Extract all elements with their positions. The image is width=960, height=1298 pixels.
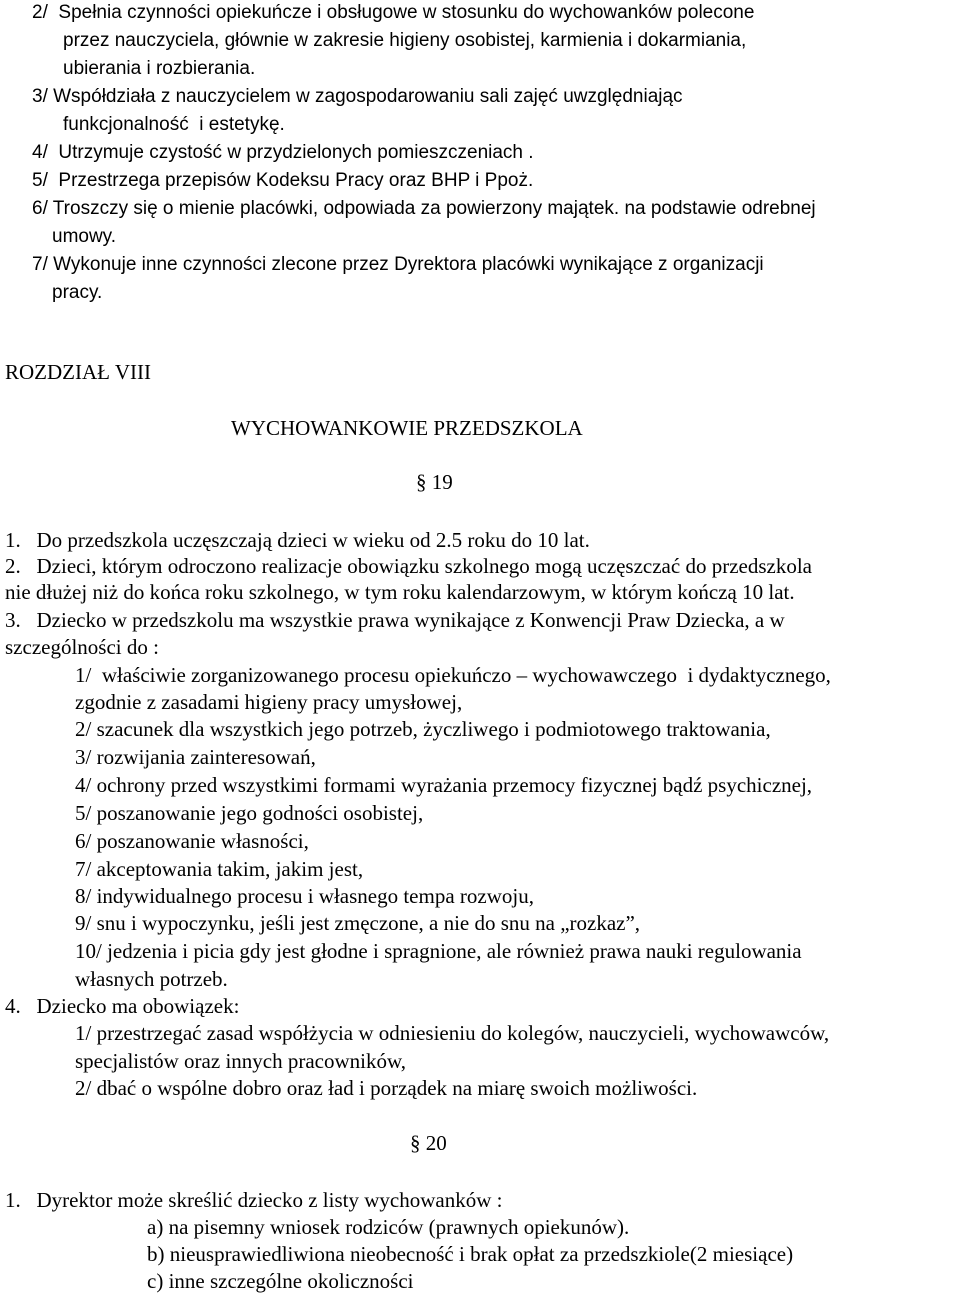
section-line: własnych potrzeb. (75, 967, 228, 991)
section-line: 3. Dziecko w przedszkolu ma wszystkie prawa wynikające z Konwencji Praw Dziecka, a w (5, 608, 785, 632)
section-line: 1. Dyrektor może skreślić dziecko z listy wychowanków : (5, 1188, 503, 1212)
section-line: 1. Do przedszkola uczęszczają dzieci w wieku od 2.5 roku do 10 lat. (5, 528, 590, 552)
intro-line: 6/ Troszczy się o mienie placówki, odpowiada za powierzony majątek. na podstawie odrebnej (32, 198, 816, 219)
section-line: b) nieusprawiedliwiona nieobecność i brak opłat za przedszkiole(2 miesiące) (147, 1242, 794, 1266)
section-line: c) inne szczególne okoliczności (147, 1269, 414, 1293)
section-line: 2. Dzieci, którym odroczono realizacje obowiązku szkolnego mogą uczęszczać do przedszkola (5, 554, 812, 578)
section-line: specjalistów oraz innych pracowników, (75, 1049, 407, 1073)
intro-line: 2/ Spełnia czynności opiekuńcze i obsługowe w stosunku do wychowanków polecone (32, 2, 755, 23)
section-line: 8/ indywidualnego procesu i własnego tempa rozwoju, (75, 884, 534, 908)
section-line: 4. Dziecko ma obowiązek: (5, 994, 240, 1018)
intro-line: funkcjonalność i estetykę. (63, 114, 285, 135)
section-line: nie dłużej niż do końca roku szkolnego, w tym roku kalendarzowym, w którym kończą 10 lat. (5, 580, 795, 604)
section-line: szczególności do : (5, 635, 159, 659)
section-line: 7/ akceptowania takim, jakim jest, (75, 857, 364, 881)
chapter-title: WYCHOWANKOWIE PRZEDSZKOLA (231, 416, 583, 440)
intro-line: ubierania i rozbierania. (63, 58, 256, 79)
section-heading: § 20 (410, 1131, 447, 1155)
section-line: 2/ dbać o wspólne dobro oraz ład i porządek na miarę swoich możliwości. (75, 1076, 698, 1100)
intro-line: przez nauczyciela, głównie w zakresie higieny osobistej, karmienia i dokarmiania, (63, 30, 747, 51)
intro-line: 4/ Utrzymuje czystość w przydzielonych pomieszczeniach . (32, 142, 534, 163)
chapter-number: ROZDZIAŁ VIII (5, 360, 151, 384)
section-line: 3/ rozwijania zainteresowań, (75, 745, 316, 769)
section-line: 1/ przestrzegać zasad współżycia w odniesieniu do kolegów, nauczycieli, wychowawców, (75, 1021, 830, 1045)
intro-line: umowy. (52, 226, 117, 247)
section-heading: § 19 (416, 470, 453, 494)
section-line: 4/ ochrony przed wszystkimi formami wyrażania przemocy fizycznej bądź psychicznej, (75, 773, 813, 797)
section-line: 1/ właściwie zorganizowanego procesu opiekuńczo – wychowawczego i dydaktycznego, (75, 663, 831, 687)
intro-line: 3/ Współdziała z nauczycielem w zagospodarowaniu sali zajęć uwzględniając (32, 86, 683, 107)
section-line: 10/ jedzenia i picia gdy jest głodne i spragnione, ale również prawa nauki regulowania (75, 939, 802, 963)
intro-line: 7/ Wykonuje inne czynności zlecone przez Dyrektora placówki wynikające z organizacji (32, 254, 764, 275)
intro-line: 5/ Przestrzega przepisów Kodeksu Pracy oraz BHP i Ppoż. (32, 170, 534, 191)
section-line: 9/ snu i wypoczynku, jeśli jest zmęczone, a nie do snu na „rozkaz”, (75, 911, 641, 935)
intro-line: pracy. (52, 282, 103, 303)
section-line: 2/ szacunek dla wszystkich jego potrzeb, życzliwego i podmiotowego traktowania, (75, 717, 771, 741)
section-line: 6/ poszanowanie własności, (75, 829, 309, 853)
section-line: 5/ poszanowanie jego godności osobistej, (75, 801, 424, 825)
section-line: a) na pisemny wniosek rodziców (prawnych opiekunów). (147, 1215, 630, 1239)
section-line: zgodnie z zasadami higieny pracy umysłowej, (75, 690, 463, 714)
